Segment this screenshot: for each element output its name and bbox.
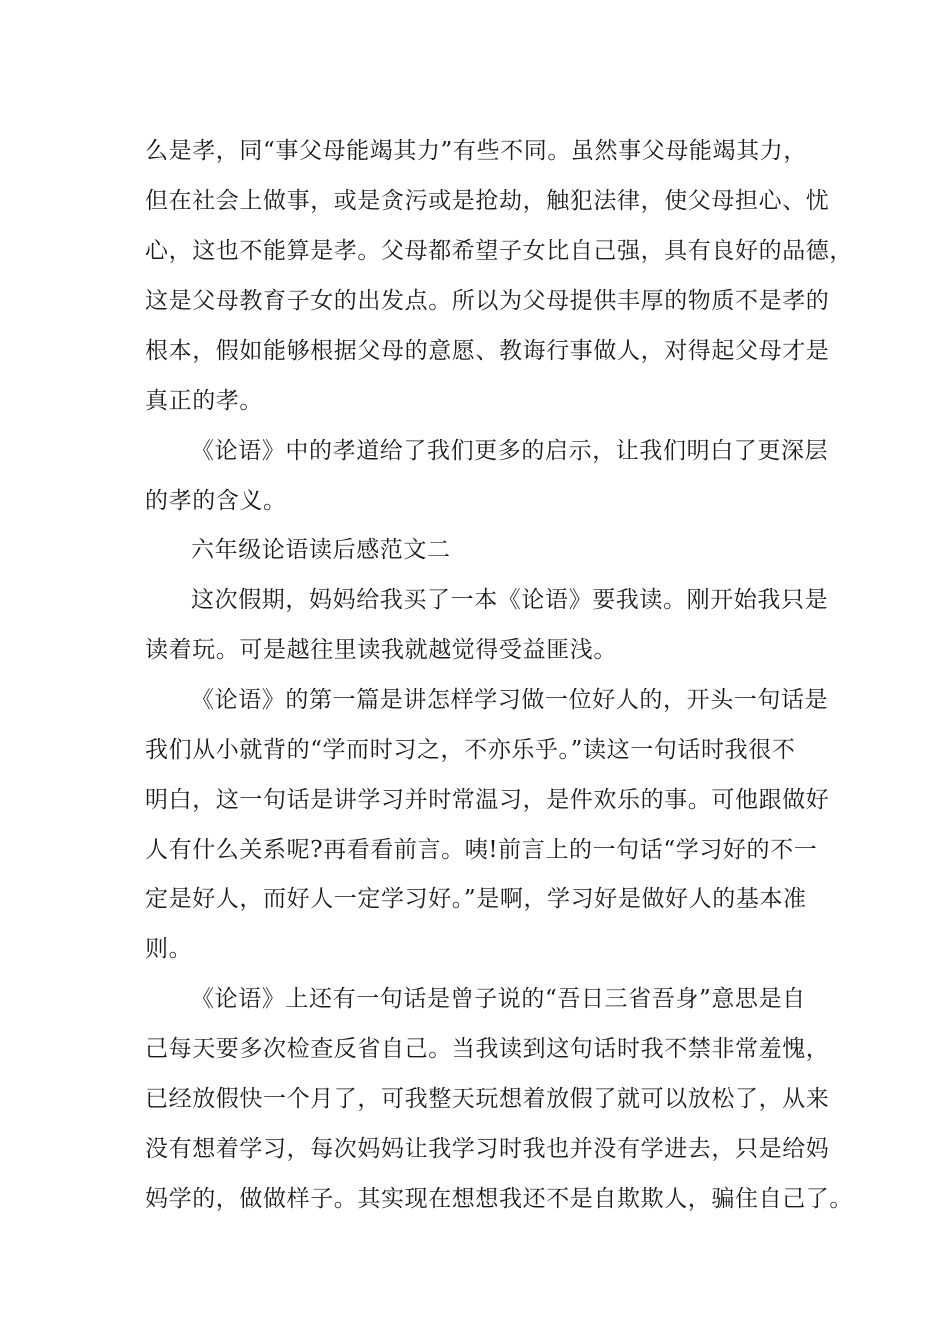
text-line: 《论语》上还有一句话是曾子说的“吾日三省吾身”意思是自	[191, 986, 806, 1012]
text-line: 心，这也不能算是孝。父母都希望子女比自己强，具有良好的品德，	[145, 238, 853, 264]
text-line: 没有想着学习，每次妈妈让我学习时我也并没有学进去，只是给妈	[145, 1136, 830, 1162]
section-heading: 六年级论语读后感范文二	[191, 537, 451, 563]
text-line: 么是孝，同“事父母能竭其力”有些不同。虽然事父母能竭其力，	[145, 138, 807, 164]
text-line: 人有什么关系呢?再看看前言。咦!前言上的一句话“学习好的不一	[145, 837, 818, 863]
text-line: 真正的孝。	[145, 388, 263, 414]
text-line: 这次假期，妈妈给我买了一本《论语》要我读。刚开始我只是	[191, 587, 829, 613]
text-line: 但在社会上做事，或是贪污或是抢劫，触犯法律，使父母担心、忧	[145, 188, 830, 214]
text-line: 明白，这一句话是讲学习并时常温习，是件欢乐的事。可他跟做好	[145, 787, 830, 813]
text-line: 这是父母教育子女的出发点。所以为父母提供丰厚的物质不是孝的	[145, 288, 830, 314]
text-line: 的孝的含义。	[145, 488, 287, 514]
text-line: 读着玩。可是越往里读我就越觉得受益匪浅。	[145, 637, 617, 663]
text-line: 我们从小就背的“学而时习之，不亦乐乎。”读这一句话时我很不	[145, 737, 796, 763]
text-line: 妈学的，做做样子。其实现在想想我还不是自欺欺人，骗住自己了。	[145, 1186, 853, 1212]
text-line: 《论语》的第一篇是讲怎样学习做一位好人的，开头一句话是	[191, 687, 829, 713]
text-line: 定是好人，而好人一定学习好。”是啊，学习好是做好人的基本准	[145, 886, 807, 912]
text-line: 则。	[145, 936, 193, 962]
text-line: 已经放假快一个月了，可我整天玩想着放假了就可以放松了，从来	[145, 1086, 830, 1112]
text-line: 根本，假如能够根据父母的意愿、教诲行事做人，对得起父母才是	[145, 338, 830, 364]
text-line: 己每天要多次检查反省自己。当我读到这句话时我不禁非常羞愧，	[145, 1036, 830, 1062]
text-line: 《论语》中的孝道给了我们更多的启示，让我们明白了更深层	[191, 438, 829, 464]
